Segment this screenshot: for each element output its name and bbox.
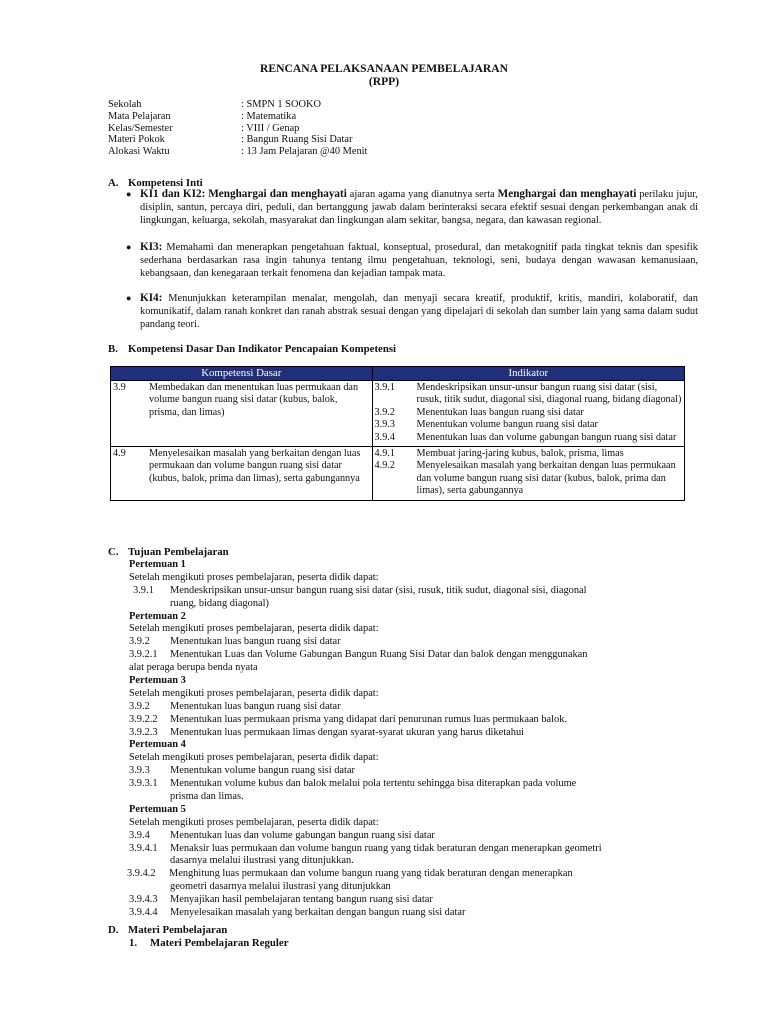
table-header-indicator: Indikator <box>372 367 684 381</box>
objective-text: Menghitung luas permukaan dan volume bangun ruang yang tidak beraturan dengan menerapkan <box>169 868 573 880</box>
identity-row <box>108 99 508 111</box>
objective-text: Menentukan Luas dan Volume Gabungan Bangun Ruang Sisi Datar dan balok dengan menggunakan <box>170 649 588 661</box>
objective-text: Menentukan luas dan volume gabungan bangun ruang sisi datar <box>170 829 435 841</box>
ki-label: KI4: <box>140 292 163 304</box>
meeting-intro: Setelah mengikuti proses pembelajaran, peserta didik dapat: <box>129 687 379 699</box>
identity-row <box>108 134 508 146</box>
ki4-item <box>126 292 698 331</box>
objective-code: 3.9.4.2 <box>127 868 156 880</box>
table-header-kd: Kompetensi Dasar <box>111 367 373 381</box>
table-row <box>111 381 685 447</box>
kd-code: 4.9 <box>113 448 126 460</box>
identity-value: : Matematika <box>241 110 297 122</box>
objective-code: 3.9.4.4 <box>129 907 158 919</box>
indicator-item <box>375 448 682 460</box>
bullet-icon: ● <box>126 293 132 303</box>
objective-code: 3.9.4.1 <box>129 842 158 854</box>
meeting-title: Pertemuan 1 <box>129 559 186 570</box>
objective-item <box>129 649 699 662</box>
objective-item <box>129 714 699 727</box>
indicator-item <box>375 432 682 444</box>
section-letter: A. <box>108 177 119 189</box>
indicator-cell <box>372 381 684 447</box>
objective-text: Menentukan volume kubus dan balok melalui pola tertentu sehingga bisa diterapkan pada volume <box>170 778 577 790</box>
objective-continuation <box>129 598 699 611</box>
section-title: Kompetensi Dasar Dan Indikator Pencapaian Kompetensi <box>128 343 397 355</box>
bullet-icon: ● <box>126 242 132 252</box>
indicator-item <box>375 460 682 497</box>
objective-code: 3.9.2 <box>129 636 150 648</box>
meeting-intro: Setelah mengikuti proses pembelajaran, peserta didik dapat: <box>129 752 379 764</box>
ki-text: Menunjukkan keterampilan menalar, mengolah, dan menyaji secara kreatif, produktif, kritis, mandiri, kolaboratif, dan komunikatif, dalam ranah konkret dan ranah abstrak sesuai dengan yang dipelajari di sekolah dan sumber lain yang sama dalam sudut pandang teori. <box>140 293 698 330</box>
kd-indicator-table <box>110 366 685 501</box>
section-letter: B. <box>108 343 118 355</box>
meeting-intro: Setelah mengikuti proses pembelajaran, peserta didik dapat: <box>129 816 379 828</box>
ki-text: Memahami dan menerapkan pengetahuan faktual, konseptual, prosedural, dan metakognitif pada tingkat teknis dan spesifik sederhana berdasarkan rasa ingin tahunya tentang ilmu pengetahuan, teknologi, seni, budaya dengan wawasan kemanusiaan, kebangsaan, dan kenegaraan terkait fenomena dan kejadian tampak mata. <box>140 242 698 279</box>
identity-value: : Bangun Ruang Sisi Datar <box>241 134 353 146</box>
section-title: Tujuan Pembelajaran <box>128 546 229 558</box>
identity-label: Kelas/Semester <box>108 122 173 134</box>
objective-text-cont: dasarnya melalui ilustrasi yang ditunjukkan. <box>170 855 354 867</box>
ki-text: perilaku jujur, disiplin, santun, percaya diri, peduli, dan bertanggung jawab dalam berinteraksi secara efektif sesuai dengan perkembangan anak di lingkungan, keluarga, sekolah, masyarakat dan lingkungan alam sekitar, bangsa, negara, dan kawasan regional. <box>140 189 698 226</box>
objective-code: 3.9.2.3 <box>129 726 158 738</box>
identity-value: : SMPN 1 SOOKO <box>241 99 321 110</box>
objective-item <box>129 778 699 791</box>
objective-item <box>129 765 699 778</box>
kd-text: Membedakan dan menentukan luas permukaan dan volume bangun ruang sisi datar (kubus, balok, prisma, dan limas) <box>149 382 359 418</box>
objective-code: 3.9.2.1 <box>129 649 158 661</box>
ki-emphasis: Menghargai dan menghayati <box>208 188 347 200</box>
objective-code: 3.9.3 <box>129 765 150 777</box>
indicator-text: Mendeskripsikan unsur-unsur bangun ruang sisi datar (sisi, rusuk, titik sudut, diagonal sisi, diagonal ruang, bidang diagonal) <box>416 382 682 406</box>
objective-text: Menyelesaikan masalah yang berkaitan dengan bangun ruang sisi datar <box>170 907 466 919</box>
objective-text: Menentukan volume bangun ruang sisi datar <box>170 765 355 777</box>
meeting-intro: Setelah mengikuti proses pembelajaran, peserta didik dapat: <box>129 571 379 583</box>
ki-label: KI1 dan KI2: <box>140 188 206 200</box>
kd-cell <box>111 381 373 447</box>
indicator-text: Menentukan volume bangun ruang sisi datar <box>416 419 598 431</box>
indicator-item <box>375 419 682 431</box>
objective-item <box>129 701 699 714</box>
objective-item <box>129 830 699 843</box>
objective-text: Menentukan luas permukaan prisma yang didapat dari penurunan rumus luas permukaan balok. <box>170 713 568 725</box>
objective-text: Menentukan luas permukaan limas dengan syarat-syarat ukuran yang harus diketahui <box>170 726 525 738</box>
objective-continuation <box>129 662 699 675</box>
meeting-title: Pertemuan 5 <box>129 803 186 815</box>
objective-item <box>129 907 699 920</box>
indicator-text: Menentukan luas bangun ruang sisi datar <box>416 406 584 418</box>
identity-label: Materi Pokok <box>108 134 165 146</box>
section-letter: D. <box>108 924 119 936</box>
indicator-code: 4.9.1 <box>374 448 395 460</box>
objective-text: Menyajikan hasil pembelajaran tentang bangun ruang sisi datar <box>170 894 433 906</box>
document-subtitle: (RPP) <box>368 75 400 88</box>
ki-label: KI3: <box>140 241 163 253</box>
objective-item <box>129 894 699 907</box>
kd-cell <box>111 447 373 501</box>
sub-number: 1. <box>129 937 138 949</box>
kd-code: 3.9 <box>113 382 126 393</box>
indicator-text: Menyelesaikan masalah yang berkaitan dengan luas permukaan dan volume bangun ruang sisi datar (kubus, balok, prima dan limas), serta gabungannya <box>416 460 676 497</box>
objective-code: 3.9.4.3 <box>129 894 158 906</box>
objective-item <box>129 868 699 881</box>
identity-row <box>108 123 508 135</box>
identity-label: Sekolah <box>108 99 142 110</box>
objective-text: Menaksir luas permukaan dan volume bangun ruang yang tidak beraturan dengan menerapkan geometri <box>170 842 602 854</box>
meeting-title: Pertemuan 2 <box>129 610 186 622</box>
meeting-title: Pertemuan 4 <box>129 739 186 751</box>
identity-label: Mata Pelajaran <box>108 110 171 122</box>
identity-row <box>108 146 508 158</box>
bullet-icon: ● <box>126 189 132 199</box>
indicator-code: 3.9.2 <box>374 406 395 418</box>
learning-objectives <box>129 559 699 920</box>
indicator-code: 3.9.1 <box>374 382 395 393</box>
objective-continuation <box>129 855 699 868</box>
objective-item <box>129 727 699 740</box>
indicator-code: 3.9.3 <box>374 419 395 431</box>
indicator-code: 4.9.2 <box>374 460 395 472</box>
objective-code: 3.9.1 <box>133 584 154 596</box>
identity-value: : VIII / Genap <box>241 122 300 134</box>
ki3-item <box>126 241 698 280</box>
identity-row <box>108 111 508 123</box>
objective-text: Mendeskripsikan unsur-unsur bangun ruang sisi datar (sisi, rusuk, titik sudut, diagonal sisi, diagonal <box>170 584 587 596</box>
objective-text: Menentukan luas bangun ruang sisi datar <box>170 636 341 648</box>
section-letter: C. <box>108 546 119 558</box>
indicator-text: Membuat jaring-jaring kubus, balok, prisma, limas <box>416 448 624 460</box>
objective-code: 3.9.4 <box>129 829 150 841</box>
objective-text-cont: ruang, bidang diagonal) <box>170 597 269 609</box>
ki-text: ajaran agama yang dianutnya serta <box>346 189 498 200</box>
objective-continuation <box>129 791 699 804</box>
identity-block <box>108 99 508 158</box>
indicator-text: Menentukan luas dan volume gabungan bangun ruang sisi datar <box>416 431 677 443</box>
document-title: RENCANA PELAKSANAAN PEMBELAJARAN <box>260 62 508 75</box>
ki1-ki2-item <box>126 188 698 227</box>
indicator-item <box>375 407 682 419</box>
section-title: Materi Pembelajaran <box>128 924 228 936</box>
indicator-code: 3.9.4 <box>374 431 395 443</box>
section-title: Kompetensi Inti <box>128 177 203 189</box>
objective-item <box>129 843 699 856</box>
kd-text: Menyelesaikan masalah yang berkaitan dengan luas permukaan dan volume bangun ruang sisi datar (kubus, balok, prima dan limas), serta gabungannya <box>149 448 361 484</box>
objective-item <box>129 585 699 598</box>
indicator-cell <box>372 447 684 501</box>
identity-value: : 13 Jam Pelajaran @40 Menit <box>241 146 368 158</box>
objective-text-cont: geometri dasarnya melalui ilustrasi yang ditunjukkan <box>170 881 391 893</box>
objective-text-cont: alat peraga berupa benda nyata <box>129 662 258 674</box>
table-row <box>111 447 685 501</box>
identity-label: Alokasi Waktu <box>108 146 170 158</box>
objective-text-cont: prisma dan limas. <box>170 791 244 803</box>
objective-code: 3.9.2.2 <box>129 713 158 725</box>
meeting-intro: Setelah mengikuti proses pembelajaran, peserta didik dapat: <box>129 623 379 635</box>
objective-code: 3.9.2 <box>129 700 150 712</box>
objective-continuation <box>129 881 699 894</box>
ki-emphasis: Menghargai dan menghayati <box>497 188 637 200</box>
indicator-item <box>375 382 682 407</box>
objective-code: 3.9.3.1 <box>129 778 158 790</box>
objective-text: Menentukan luas bangun ruang sisi datar <box>170 700 341 712</box>
objective-item <box>129 636 699 649</box>
meeting-title: Pertemuan 3 <box>129 675 186 687</box>
sub-title: Materi Pembelajaran Reguler <box>150 937 289 949</box>
